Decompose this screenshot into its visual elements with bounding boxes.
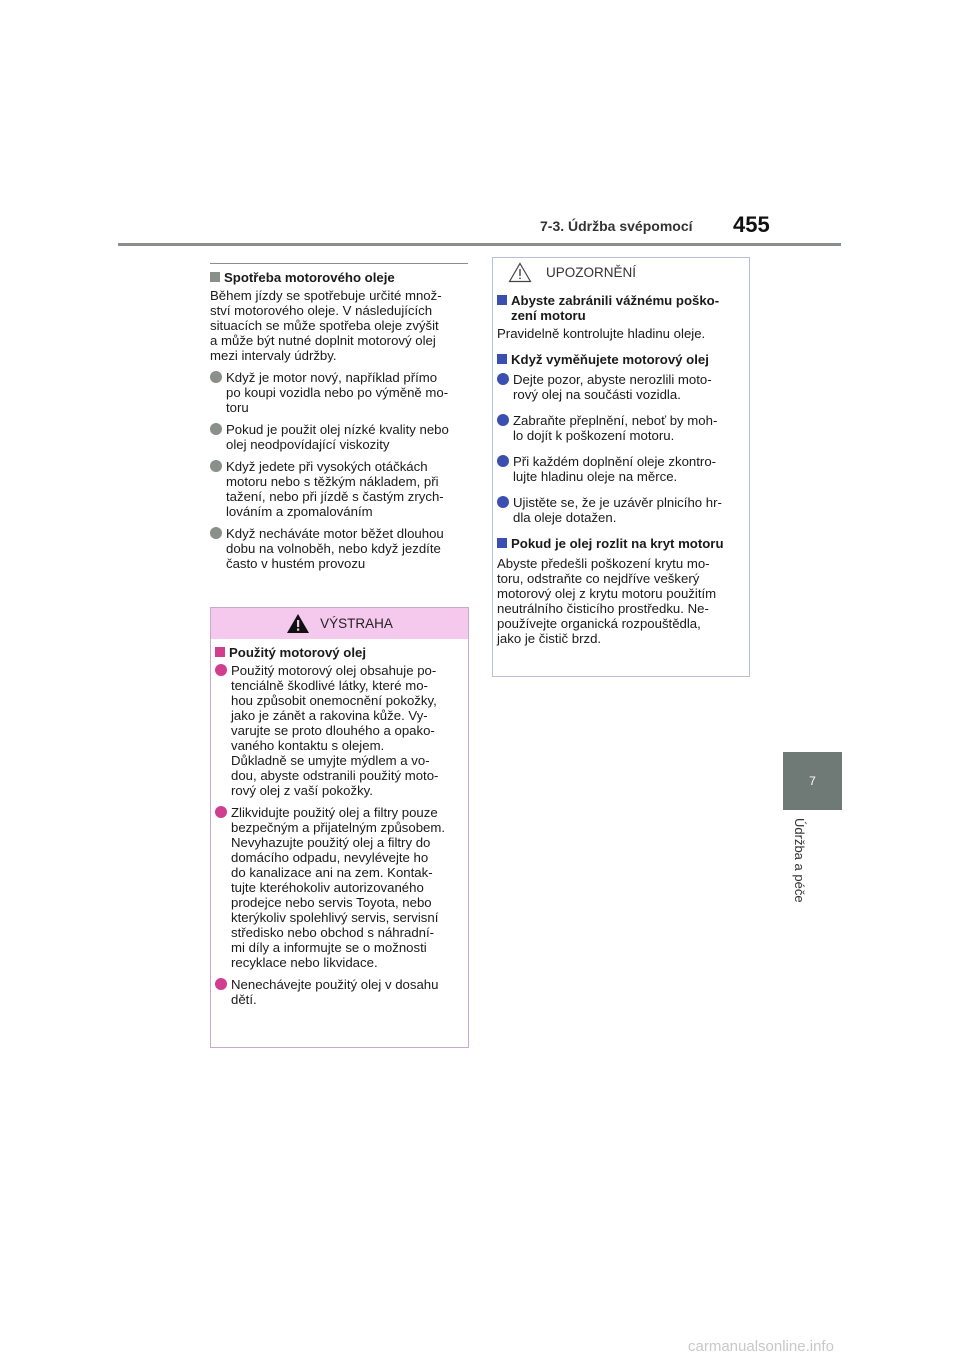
warning-label: VÝSTRAHA (320, 616, 393, 631)
warning-header (211, 608, 468, 639)
square-bullet-icon (210, 272, 220, 282)
round-bullet-icon (215, 806, 227, 818)
list-item: Ujistěte se, že je uzávěr plnicího hr- dla oleje dotažen. (497, 495, 745, 525)
list-item: Zlikvidujte použitý olej a filtry pouze bezpečným a přijatelným způsobem. Nevyhazujte použitý olej a filtry do domácího odpadu, nevylévejte ho do kanalizace ani na zem. Kontak- tujte kteréhokoliv autorizovaného prodejce nebo servis Toyota, nebo kterýkoliv spolehlivý servis, servisní středisko nebo obchod s náhradní- mi díly a informujte se o možnosti recyklace nebo likvidace. (215, 805, 464, 970)
page-number: 455 (733, 212, 770, 237)
caution-icon (508, 262, 532, 283)
round-bullet-icon (215, 664, 227, 676)
round-bullet-icon (210, 371, 222, 383)
header-rule (118, 243, 841, 246)
warning-box (210, 607, 469, 1048)
list-item: Když je motor nový, například přímo po koupi vozidla nebo po výměně mo- toru (210, 370, 468, 415)
warning-icon (286, 613, 310, 634)
round-bullet-icon (210, 527, 222, 539)
chapter-tab[interactable] (783, 752, 842, 810)
section-rule (210, 263, 468, 264)
round-bullet-icon (497, 373, 509, 385)
list-item: Když necháváte motor běžet dlouhou dobu na volnoběh, nebo když jezdíte často v hustém provozu (210, 526, 468, 571)
caution-section-title: Abyste zabránili vážnému poško- zení motoru (497, 293, 745, 323)
caution-paragraph: Pravidelně kontrolujte hladinu oleje. (497, 326, 706, 341)
list-item: Nenechávejte použitý olej v dosahu dětí. (215, 977, 464, 1007)
list-item: Pokud je použit olej nízké kvality nebo olej neodpovídající viskozity (210, 422, 468, 452)
square-bullet-icon (497, 295, 507, 305)
round-bullet-icon (497, 496, 509, 508)
caution-label: UPOZORNĚNÍ (546, 265, 637, 280)
section-title: 7-3. Údržba svépomocí (540, 218, 693, 234)
caution-box (492, 257, 750, 677)
list-item: Když jedete při vysokých otáčkách motoru nebo s těžkým nákladem, při tažení, nebo při jízdě s častým zrych- lováním a zpomalováním (210, 459, 468, 519)
caution-header (493, 258, 749, 287)
chapter-label: Údržba a péče (792, 818, 807, 903)
caution-section-title: Když vyměňujete motorový olej (497, 352, 745, 367)
footer-watermark: carmanualsonline.info (688, 1338, 834, 1355)
round-bullet-icon (497, 455, 509, 467)
square-bullet-icon (215, 647, 225, 657)
list-item: Zabraňte přeplnění, neboť by moh- lo dojít k poškození motoru. (497, 413, 745, 443)
round-bullet-icon (210, 423, 222, 435)
round-bullet-icon (497, 414, 509, 426)
section-heading: Spotřeba motorového oleje (210, 270, 468, 285)
square-bullet-icon (497, 354, 507, 364)
warning-title: Použitý motorový olej (215, 645, 464, 660)
square-bullet-icon (497, 538, 507, 548)
round-bullet-icon (210, 460, 222, 472)
left-section (210, 263, 468, 578)
list-item: Při každém doplnění oleje zkontro- lujte hladinu oleje na měrce. (497, 454, 745, 484)
round-bullet-icon (215, 978, 227, 990)
section-paragraph: Během jízdy se spotřebuje určité množ- ství motorového oleje. V následujících situacích se může spotřeba oleje zvýšit a může být nutné doplnit motorový olej mezi intervaly údržby. (210, 288, 442, 363)
list-item: Dejte pozor, abyste nerozlili moto- rový olej na součásti vozidla. (497, 372, 745, 402)
caution-section-title: Pokud je olej rozlit na kryt motoru (497, 536, 745, 551)
list-item: Použitý motorový olej obsahuje po- tenciálně škodlivé látky, které mo- hou způsobit onemocnění pokožky, jako je zánět a rakovina kůže. Vy- varujte se proto dlouhého a opako- vaného kontaktu s olejem. Důkladně se umyjte mýdlem a vo- dou, abyste odstranili použitý moto- rový olej z vaší pokožky. (215, 663, 464, 798)
caution-paragraph: Abyste předešli poškození krytu mo- toru, odstraňte co nejdříve veškerý motorový olej z krytu motoru použitím neutrálního čisticího prostředku. Ne- používejte organická rozpouštědla, jako je čistič brzd. (497, 556, 717, 646)
chapter-number: 7 (809, 774, 816, 788)
